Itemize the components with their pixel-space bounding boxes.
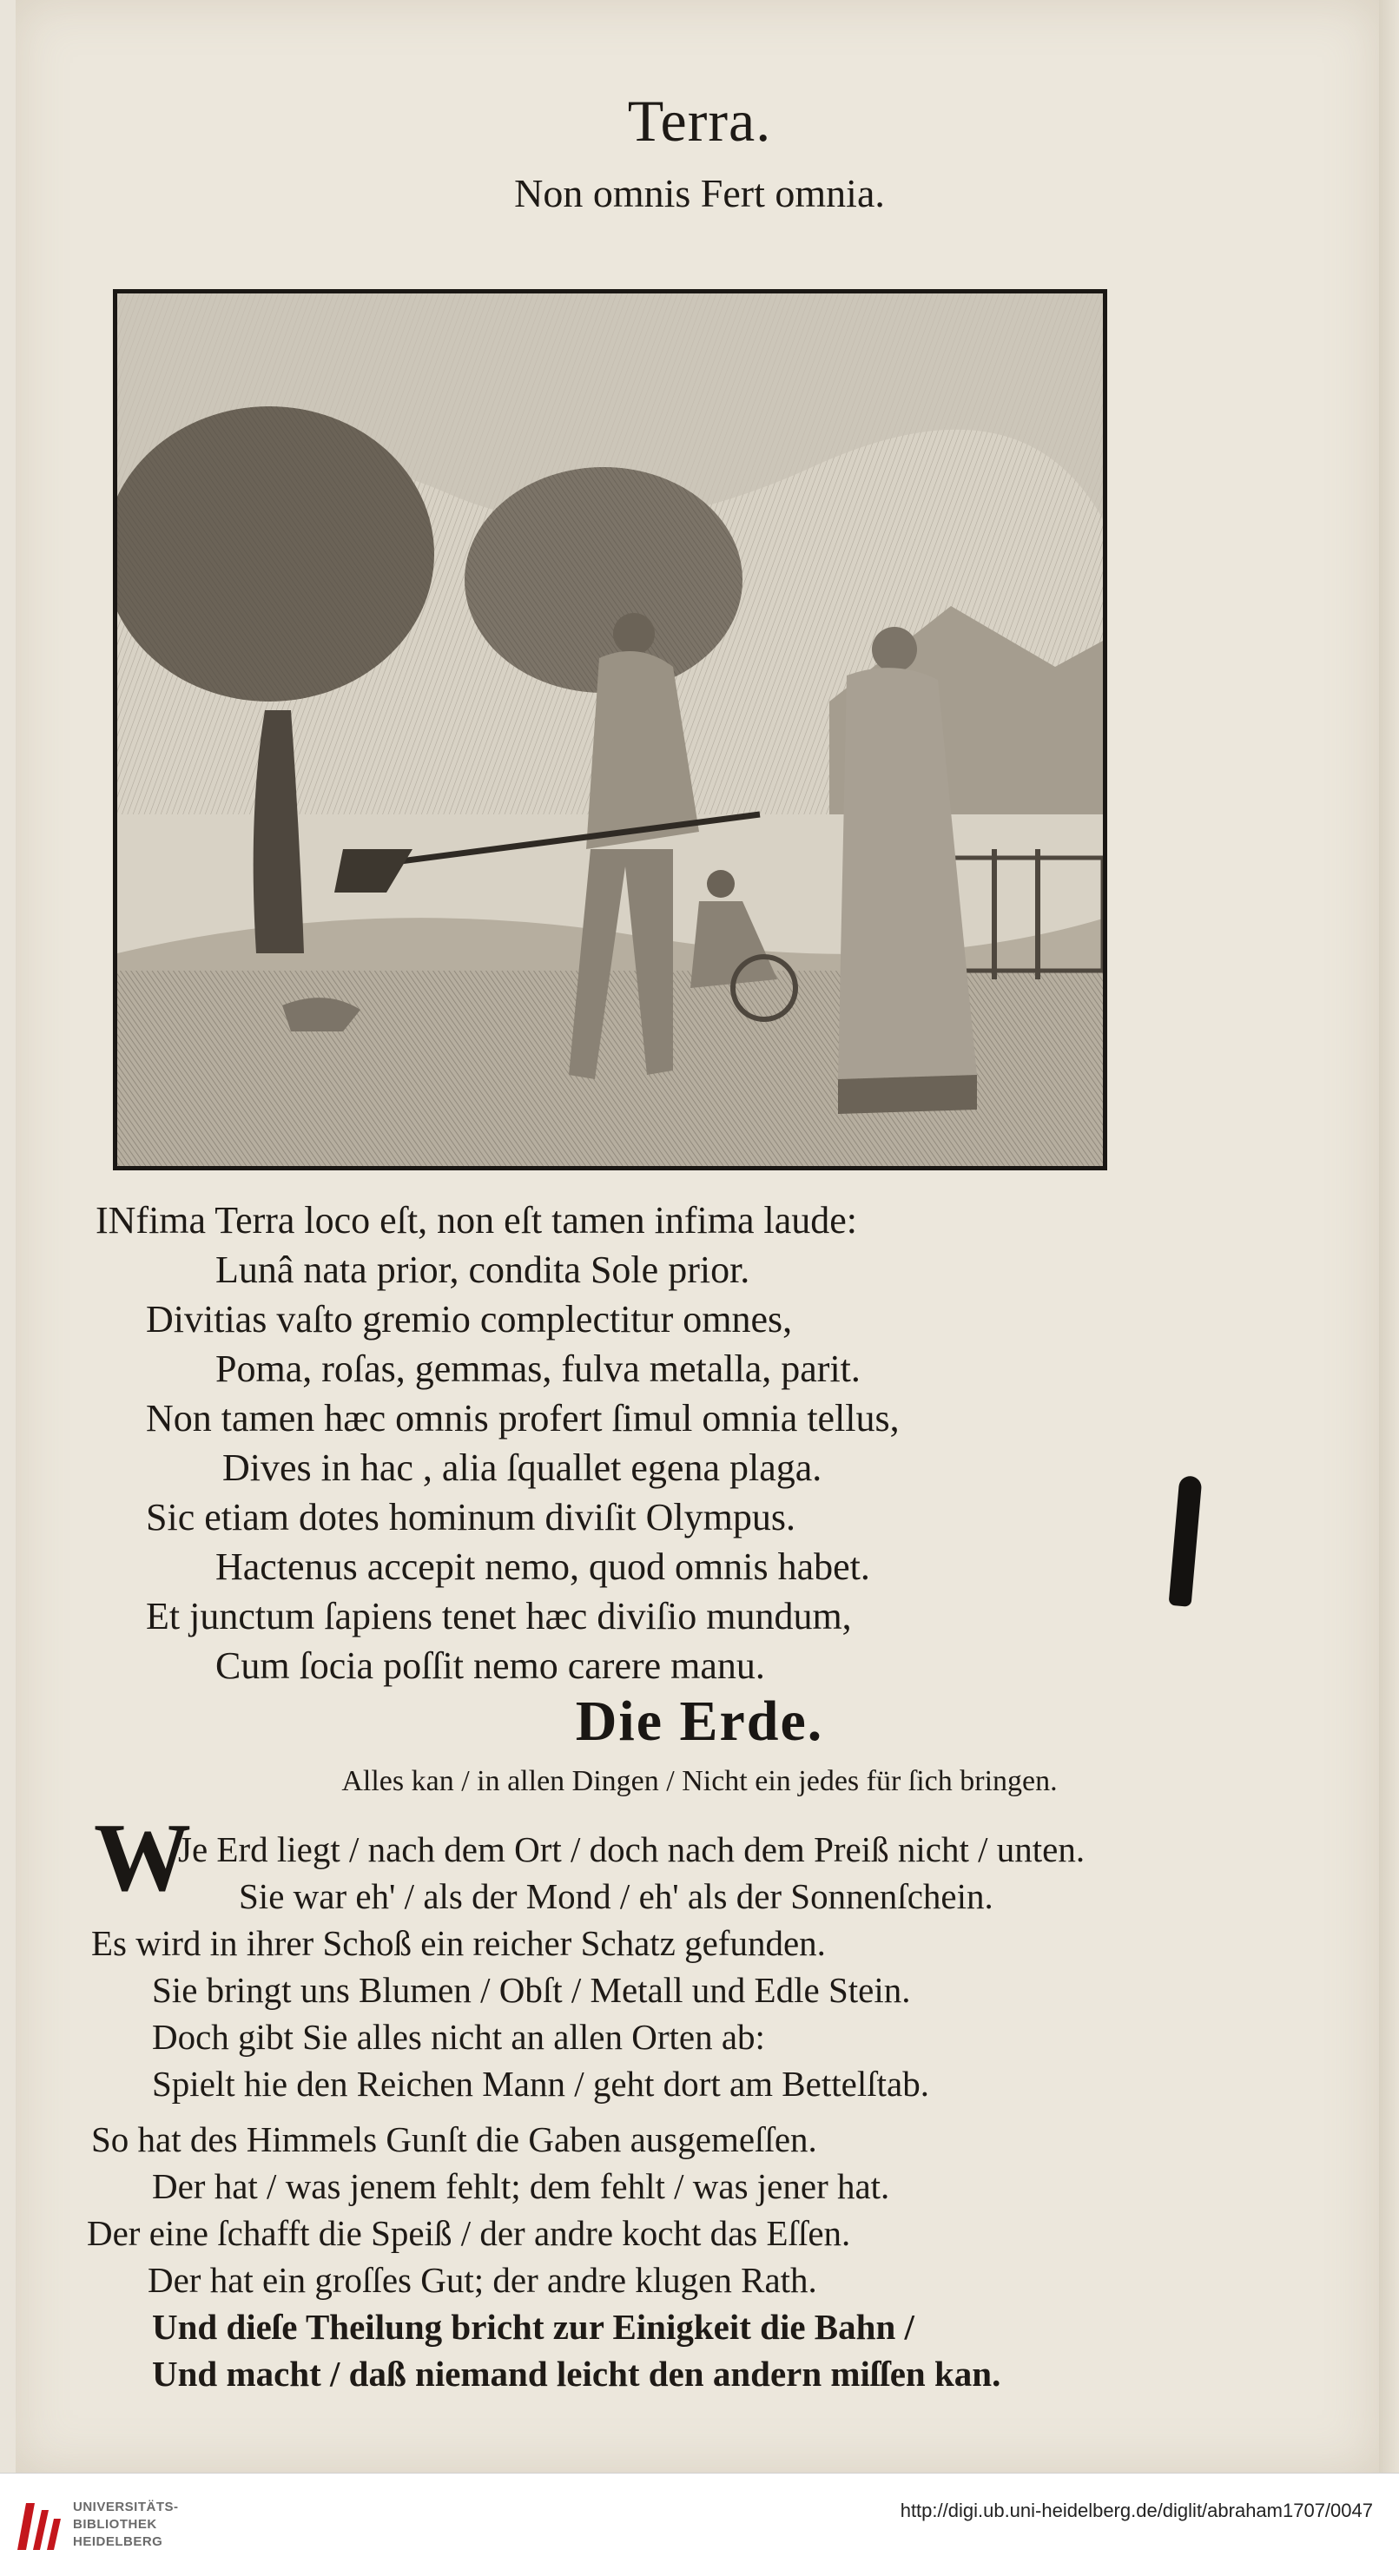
german-line: Doch gibt Sie alles nicht an allen Orten ab: <box>152 2017 765 2057</box>
ink-blot <box>1169 1475 1203 1607</box>
german-line: Der eine ſchafft die Speiß / der andre kocht das Eſſen. <box>87 2213 851 2253</box>
german-line: Der hat ein groſſes Gut; der andre klugen Rath. <box>148 2260 817 2300</box>
german-line: Und macht / daß niemand leicht den andern miſſen kan. <box>152 2354 1001 2394</box>
latin-line: Divitias vaſto gremio complectitur omnes, <box>146 1298 793 1341</box>
german-line: Je Erd liegt / nach dem Ort / doch nach dem Preiß nicht / unten. <box>178 1829 1086 1869</box>
library-logo-icon[interactable] <box>14 2498 64 2553</box>
logo-text-line: HEIDELBERG <box>73 2534 163 2549</box>
german-line: Es wird in ihrer Schoß ein reicher Schatz gefunden. <box>91 1923 826 1963</box>
footer-bar <box>0 2473 1399 2576</box>
latin-line: Lunâ nata prior, condita Sole prior. <box>215 1248 750 1291</box>
latin-line: Non tamen hæc omnis profert ſimul omnia tellus, <box>146 1397 900 1440</box>
latin-line: Cum ſocia poſſit nemo carere manu. <box>215 1644 765 1687</box>
latin-line: INfima Terra loco eſt, non eſt tamen infima laude: <box>96 1199 858 1242</box>
german-title: Die Erde. <box>575 1690 824 1753</box>
logo-text-line: UNIVERSITÄTS- <box>73 2500 179 2514</box>
latin-line: Dives in hac , alia ſquallet egena plaga. <box>222 1446 822 1489</box>
german-motto: Alles kan / in allen Dingen / Nicht ein jedes für ſich bringen. <box>341 1765 1058 1797</box>
latin-line: Hactenus accepit nemo, quod omnis habet. <box>215 1545 870 1588</box>
german-line: So hat des Himmels Gunſt die Gaben ausgemeſſen. <box>91 2119 817 2159</box>
latin-line: Sic etiam dotes hominum diviſit Olympus. <box>146 1496 795 1538</box>
page-motto: Non omnis Fert omnia. <box>514 171 885 215</box>
latin-line: Et junctum ſapiens tenet hæc diviſio mundum, <box>146 1595 852 1637</box>
page-title: Terra. <box>627 88 772 154</box>
german-line: Sie war eh' / als der Mond / eh' als der Sonnenſchein. <box>239 1876 993 1916</box>
german-line: Der hat / was jenem fehlt; dem fehlt / was jener hat. <box>152 2166 890 2206</box>
german-line: Sie bringt uns Blumen / Obſt / Metall und Edle Stein. <box>152 1970 911 2010</box>
german-line: Und dieſe Theilung bricht zur Einigkeit die Bahn / <box>152 2307 914 2347</box>
latin-line: Poma, roſas, gemmas, fulva metalla, parit. <box>215 1347 861 1390</box>
drop-cap: W <box>94 1804 191 1912</box>
source-url-link[interactable]: http://digi.ub.uni-heidelberg.de/diglit/abraham1707/0047 <box>900 2500 1373 2521</box>
logo-text-line: BIBLIOTHEK <box>73 2517 157 2532</box>
german-line: Spielt hie den Reichen Mann / geht dort am Bettelſtab. <box>152 2064 929 2104</box>
